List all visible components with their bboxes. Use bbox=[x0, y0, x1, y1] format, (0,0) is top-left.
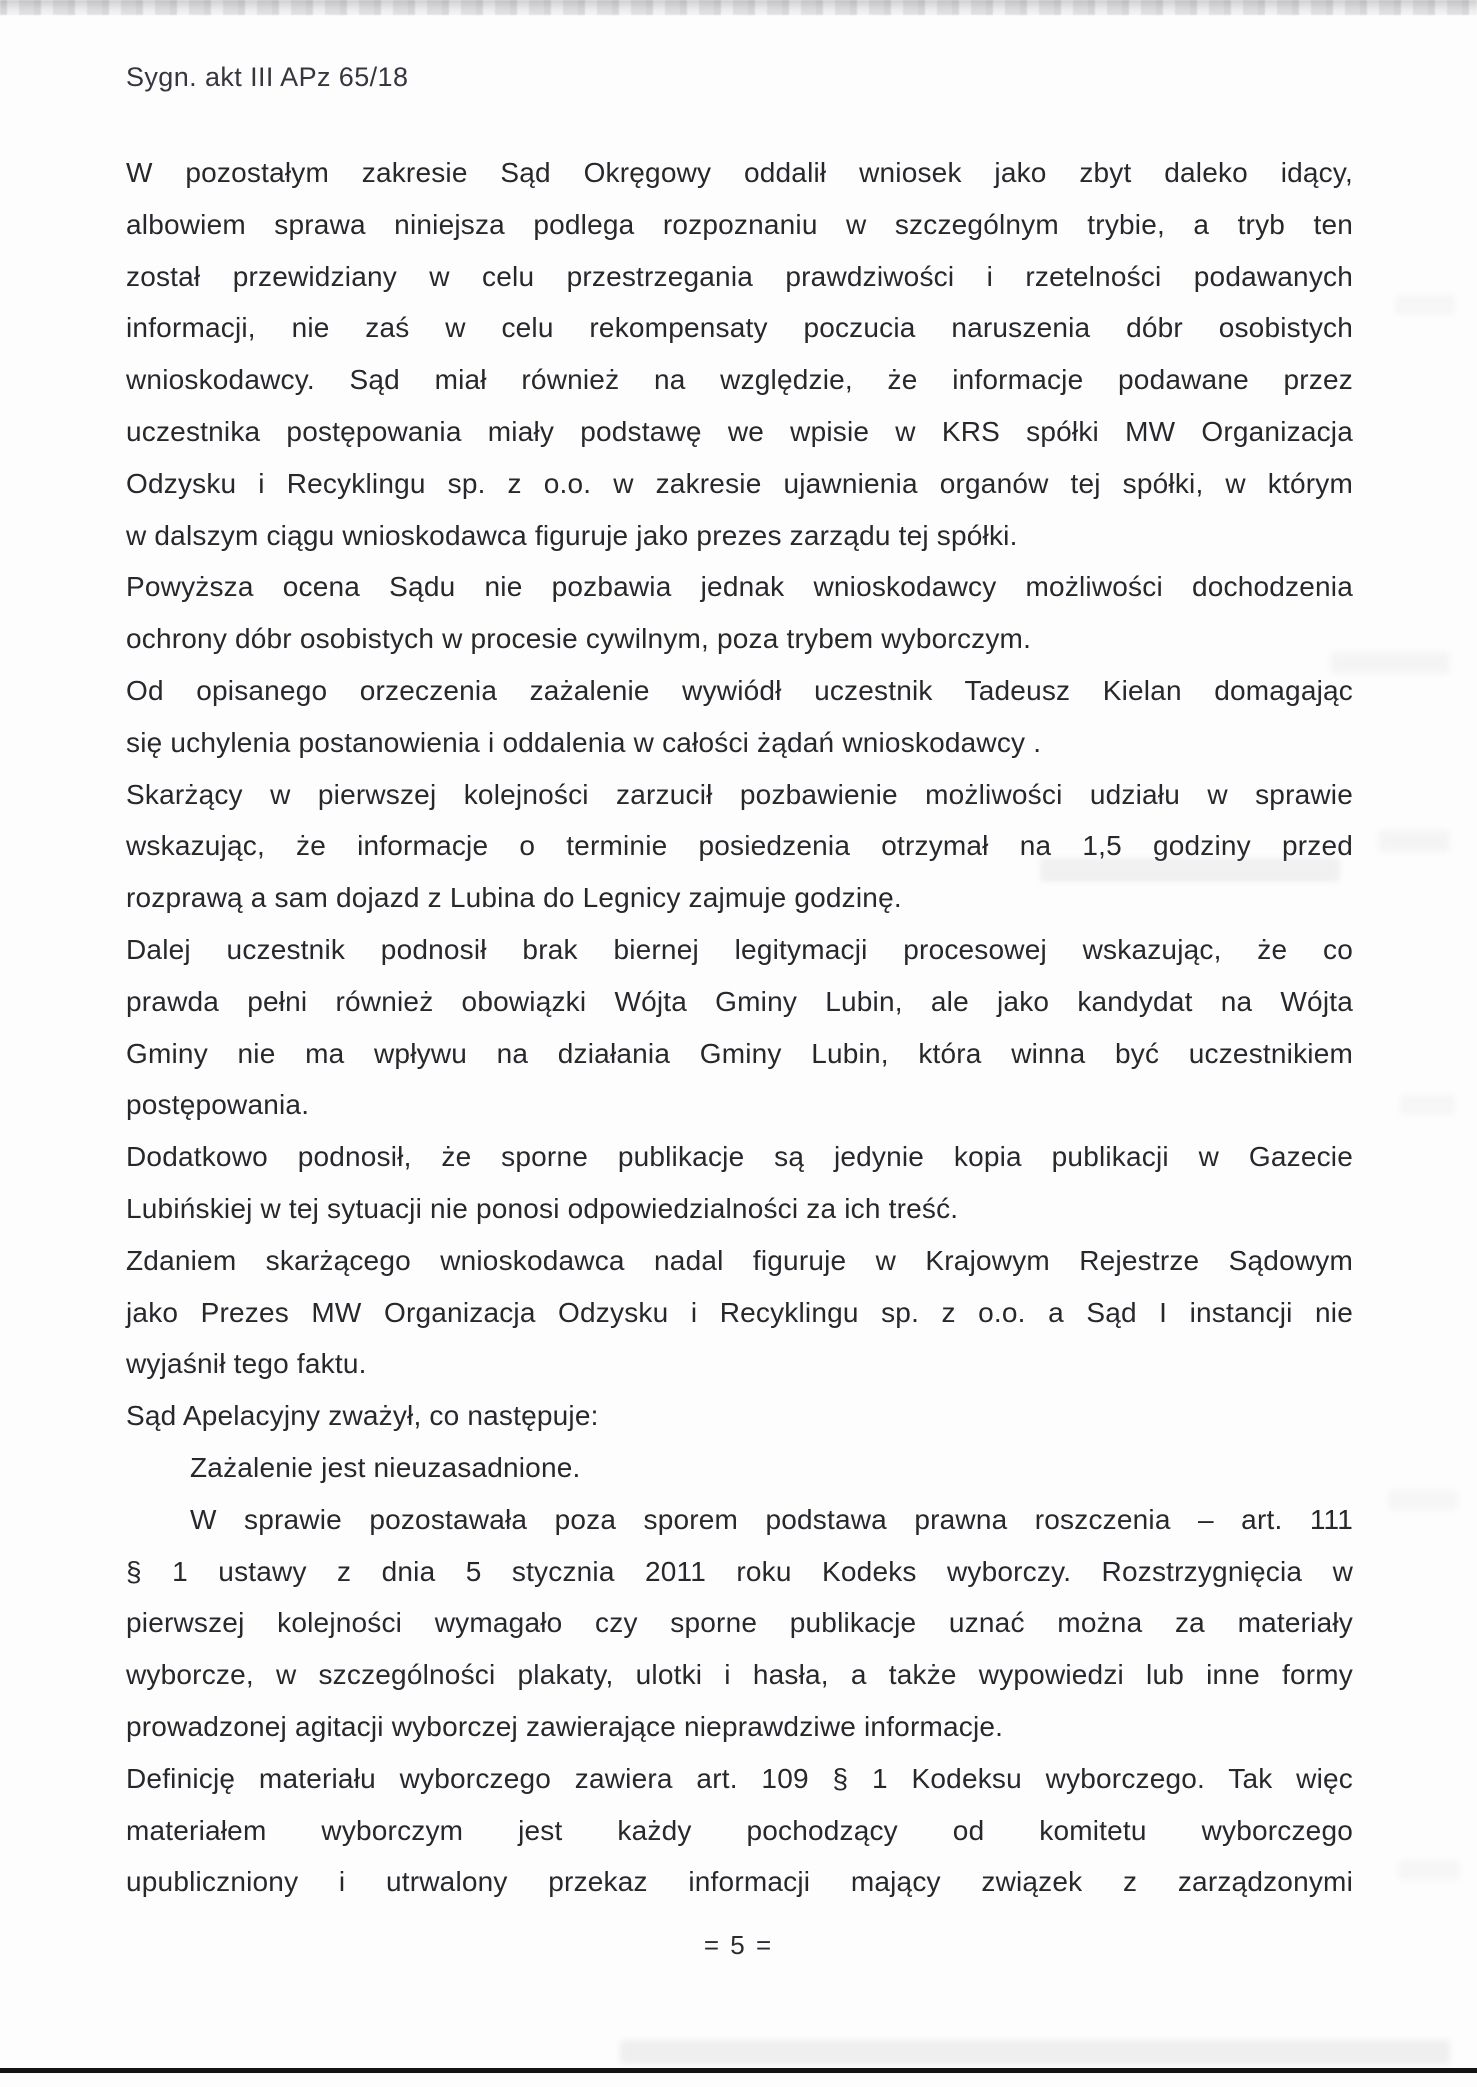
text-line: ochrony dóbr osobistych w procesie cywilnym, poza trybem wyborczym. bbox=[126, 623, 1032, 655]
text-line: pierwszej kolejności wymagało czy sporne publikacje uznać można za materiały bbox=[126, 1607, 1353, 1639]
text-line: Dodatkowo podnosił, że sporne publikacje są jedynie kopia publikacji w Gazecie bbox=[126, 1141, 1353, 1173]
text-line: uczestnika postępowania miały podstawę we wpisie w KRS spółki MW Organizacja bbox=[126, 415, 1353, 447]
text-line: Gminy nie ma wpływu na działania Gminy Lubin, która winna być uczestnikiem bbox=[126, 1037, 1353, 1069]
text-line: informacji, nie zaś w celu rekompensaty poczucia naruszenia dóbr osobistych bbox=[126, 312, 1353, 344]
text-line: Skarżący w pierwszej kolejności zarzucił pozbawienie możliwości udziału w sprawie bbox=[126, 778, 1353, 810]
scan-artifact-bleedthrough bbox=[1378, 830, 1450, 852]
page-number: = 5 = bbox=[703, 1930, 774, 1960]
text-line: wnioskodawcy. Sąd miał również na względzie, że informacje podawane przez bbox=[126, 364, 1353, 396]
scan-artifact-top-edge bbox=[0, 0, 1477, 15]
text-line: został przewidziany w celu przestrzegania prawdziwości i rzetelności podawanych bbox=[126, 260, 1353, 292]
text-line: w dalszym ciągu wnioskodawca figuruje jako prezes zarządu tej spółki. bbox=[126, 519, 1018, 551]
text-line: Lubińskiej w tej sytuacji nie ponosi odpowiedzialności za ich treść. bbox=[126, 1192, 959, 1224]
text-line: wskazując, że informacje o terminie posiedzenia otrzymał na 1,5 godziny przed bbox=[126, 830, 1353, 862]
text-line: materiałem wyborczym jest każdy pochodzący od komitetu wyborczego bbox=[126, 1814, 1353, 1846]
text-line: Dalej uczestnik podnosił brak biernej legitymacji procesowej wskazując, że co bbox=[126, 933, 1353, 965]
scan-artifact-bleedthrough bbox=[1398, 1860, 1460, 1880]
text-line: Zdaniem skarżącego wnioskodawca nadal figuruje w Krajowym Rejestrze Sądowym bbox=[126, 1244, 1353, 1276]
text-line: się uchylenia postanowienia i oddalenia w całości żądań wnioskodawcy . bbox=[126, 726, 1042, 758]
scan-artifact-bleedthrough bbox=[1040, 858, 1340, 882]
text-line: W pozostałym zakresie Sąd Okręgowy oddalił wniosek jako zbyt daleko idący, bbox=[126, 157, 1353, 188]
text-line: § 1 ustawy z dnia 5 stycznia 2011 roku Kodeks wyborczy. Rozstrzygnięcia w bbox=[126, 1555, 1353, 1587]
text-line: W sprawie pozostawała poza sporem podstawa prawna roszczenia – art. 111 bbox=[190, 1503, 1353, 1535]
text-line: Od opisanego orzeczenia zażalenie wywiódł uczestnik Tadeusz Kielan domagając bbox=[126, 674, 1353, 706]
text-line: jako Prezes MW Organizacja Odzysku i Recyklingu sp. z o.o. a Sąd I instancji nie bbox=[126, 1296, 1353, 1328]
text-line: wyborcze, w szczególności plakaty, ulotki i hasła, a także wypowiedzi lub inne formy bbox=[126, 1659, 1353, 1691]
text-line: Odzysku i Recyklingu sp. z o.o. w zakresie ujawnienia organów tej spółki, w którym bbox=[126, 467, 1353, 499]
scan-artifact-bleedthrough bbox=[620, 2040, 1450, 2064]
text-line: rozprawą a sam dojazd z Lubina do Legnicy zajmuje godzinę. bbox=[126, 882, 902, 914]
text-line: albowiem sprawa niniejsza podlega rozpoznaniu w szczególnym trybie, a tryb ten bbox=[126, 208, 1353, 240]
text-line: prawda pełni również obowiązki Wójta Gminy Lubin, ale jako kandydat na Wójta bbox=[126, 985, 1353, 1017]
text-line: Zażalenie jest nieuzasadnione. bbox=[190, 1451, 581, 1483]
scan-artifact-bleedthrough bbox=[1330, 652, 1450, 674]
scan-artifact-bleedthrough bbox=[1400, 1095, 1455, 1115]
scan-artifact-bleedthrough bbox=[1388, 1490, 1458, 1510]
text-line: prowadzonej agitacji wyborczej zawierające nieprawdziwe informacje. bbox=[126, 1710, 1004, 1742]
case-number: Sygn. akt III APz 65/18 bbox=[126, 62, 409, 92]
text-line: Definicję materiału wyborczego zawiera art. 109 § 1 Kodeksu wyborczego. Tak więc bbox=[126, 1762, 1353, 1794]
document-body bbox=[126, 147, 1353, 1908]
text-line: Powyższa ocena Sądu nie pozbawia jednak wnioskodawcy możliwości dochodzenia bbox=[126, 571, 1353, 603]
text-line: upubliczniony i utrwalony przekaz informacji mający związek z zarządzonymi bbox=[126, 1866, 1353, 1898]
text-line: postępowania. bbox=[126, 1089, 310, 1121]
text-line: Sąd Apelacyjny zważył, co następuje: bbox=[126, 1400, 599, 1432]
scan-artifact-bottom-line bbox=[0, 2068, 1477, 2073]
text-line: wyjaśnił tego faktu. bbox=[126, 1348, 367, 1380]
scan-artifact-bleedthrough bbox=[1395, 295, 1455, 315]
